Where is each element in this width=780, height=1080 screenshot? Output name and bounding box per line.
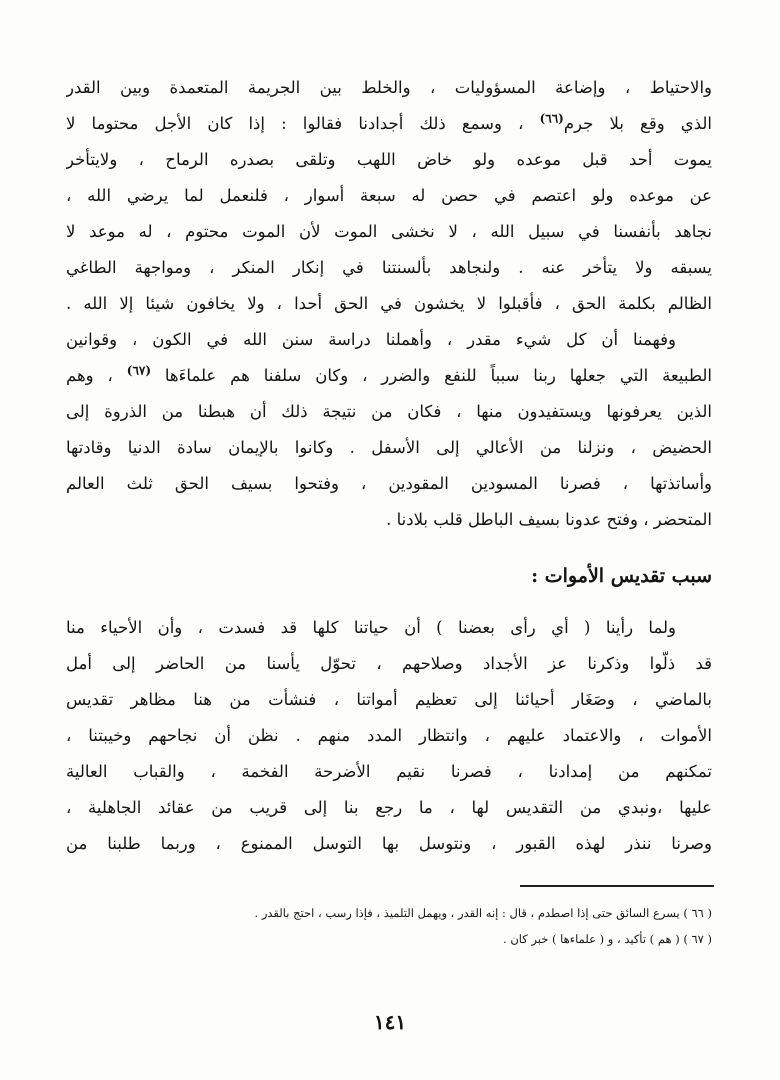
footnote-ref-67[interactable]: (٦٧) [126,363,152,378]
text-line: وصرنا ننذر لهذه القبور ، ونتوسل بها التوسل الممنوع ، وربما طلبنا من [66,834,712,853]
text-line: عليها ،ونبدي من التقديس لها ، ما رجع بنا إلى قريب من عقائد الجاهلية ، [66,798,712,817]
text-line: الظالم بكلمة الحق ، فأقبلوا لا يخشون في الحق أحدا ، ولا يخافون شيئا إلا الله . [66,294,712,313]
text-line [66,358,712,394]
paragraph-1 [66,70,712,322]
text-line: وأساتذتها ، فصرنا المسودين المقودين ، وفتحوا بسيف الحق ثلث العالم [66,474,712,493]
text-line: نجاهد بأنفسنا في سبيل الله ، لا نخشى الموت لأن الموت محتوم ، له موعد لا [66,222,712,241]
text-line: تمكنهم من إمدادنا ، فصرنا نقيم الأضرحة الفخمة ، والقباب العالية [66,762,712,781]
text-line [66,106,712,142]
text-line: يموت أحد قبل موعده ولو خاض اللهب وتلقى بصدره الرماح ، ولايتأخر [66,150,712,169]
text-line: ولما رأينا ( أي رأى بعضنا ) أن حياتنا كلها قد فسدت ، وأن الأحياء منا [66,618,676,637]
text-line: الذين يعرفونها ويستفيدون منها ، فكان من نتيجة ذلك أن هبطنا من الذروة إلى [66,402,712,421]
section-heading: سبب تقديس الأموات : [531,565,712,587]
paragraph-3 [66,610,712,862]
footnote-66: ( ٦٦ ) يسرع السائق حتى إذا اصطدم ، قال : إنه القدر ، ويهمل التلميذ ، فإذا رسب ، احتج بالقدر . [254,906,712,920]
page-number: ١٤١ [373,1010,407,1034]
text-line: الحضيض ، ونزلنا من الأعالي إلى الأسفل . وكانوا بالإيمان سادة الدنيا وقادتها [66,438,712,457]
main-text [66,70,712,862]
paragraph-2 [66,322,712,538]
text-line: والاحتياط ، وإضاعة المسؤوليات ، والخلط بين الجريمة المتعمدة وبين القدر [66,78,712,97]
section-heading-block [66,538,712,610]
text-line: الأموات ، والاعتماد عليهم ، وانتظار المدد منهم . نظن أن نجاحهم وخيبتنا ، [66,726,712,745]
text-line: بالماضي ، وصَغَار أحيائنا إلى تعظيم أمواتنا ، فنشأت من هنا مظاهر تقديس [66,690,712,709]
text-line: عن موعده ولو اعتصم في حصن له سبعة أسوار ، فلنعمل لما يرضي الله ، [66,186,712,205]
text-fragment: ، وسمع ذلك أجدادنا فقالوا : إذا كان الأجل محتوما لا [66,114,524,133]
footnotes [66,900,712,952]
footnote-divider [520,885,714,887]
text-fragment: ، وهم [66,366,113,385]
text-fragment: الذي وقع بلا جرم [563,114,712,133]
text-line: قد ذلّوا وذكرنا عز الأجداد وصلاحهم ، تحوّل يأسنا من الحاضر إلى أمل [66,654,712,673]
text-line: المتحضر ، وفتح عدونا بسيف الباطل قلب بلادنا . [386,510,712,529]
text-line: وفهمنا أن كل شيء مقدر ، وأهملنا دراسة سنن الله في الكون ، وقوانين [66,330,676,349]
text-line: يسبقه ولا يتأخر عنه . ولنجاهد بألسنتنا في إنكار المنكر ، ومواجهة الطاغي [66,258,712,277]
footnote-67: ( ٦٧ ) ( هم ) تأكيد ، و ( علماءها ) خبر كان . [503,932,712,946]
footnote-ref-66[interactable]: (٦٦) [539,111,564,126]
text-fragment: الطبيعة التي جعلها ربنا سبباً للنفع والضرر ، وكان سلفنا هم علماءَها [164,366,712,385]
